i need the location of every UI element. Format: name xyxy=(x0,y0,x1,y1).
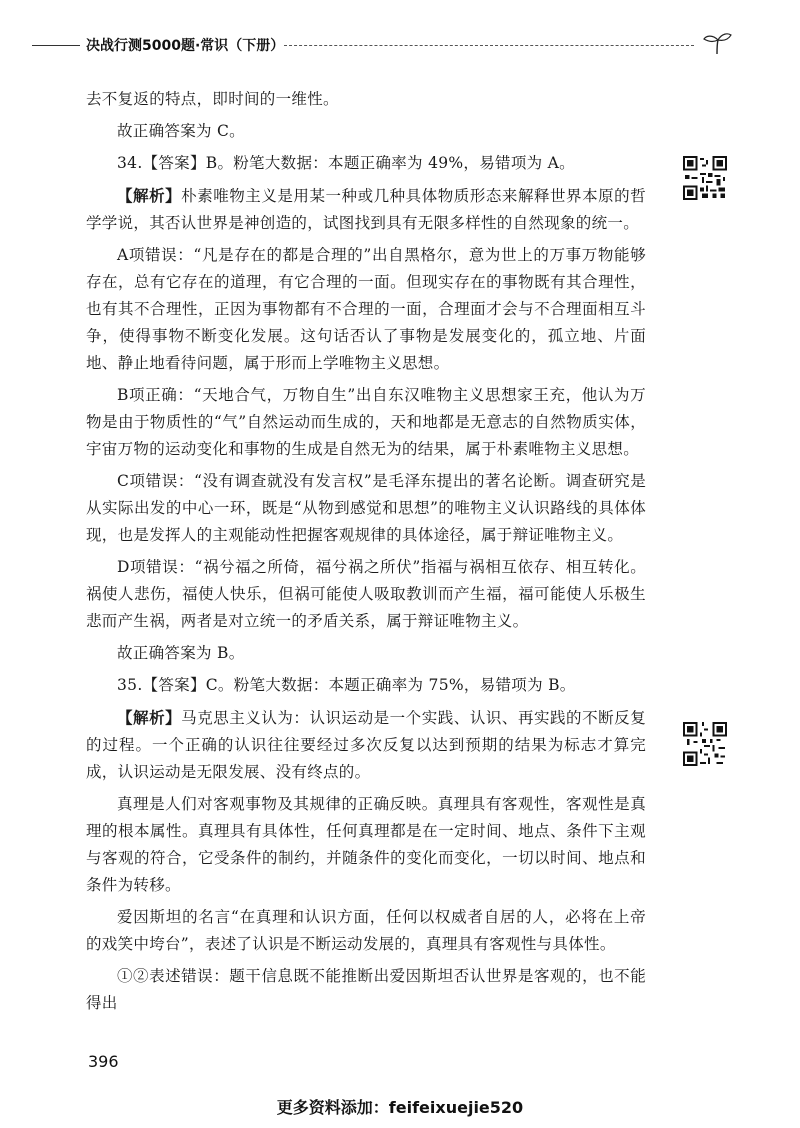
paragraph-text: C项错误：“没有调查就没有发言权”是毛泽东提出的著名论断。调查研究是从实际出发的中心一环，既是“从物到感觉和思想”的唯物主义认识路线的具体体现，也是发挥人的主观能动性把握客观规律的具体途径，属于辩证唯物主义。 xyxy=(86,472,646,544)
paragraph-text: 去不复返的特点，即时间的一维性。 xyxy=(86,90,339,108)
qr-code-icon[interactable] xyxy=(683,722,727,766)
paragraph xyxy=(86,150,646,177)
paragraph-text: 马克思主义认为：认识运动是一个实践、认识、再实践的不断反复的过程。一个正确的认识往往要经过多次反复以达到预期的结果为标志才算完成，认识运动是无限发展、没有终点的。 xyxy=(86,709,647,781)
answer-explanation-body xyxy=(86,86,646,1022)
paragraph xyxy=(86,672,646,699)
header-title: 决战行测5000题·常识（下册） xyxy=(86,38,285,54)
paragraph-text: 真理是人们对客观事物及其规律的正确反映。真理具有客观性，客观性是真理的根本属性。真理具有具体性，任何真理都是在一定时间、地点、条件下主观与客观的符合，它受条件的制约，并随条件的变化而变化，一切以时间、地点和条件为转移。 xyxy=(86,795,646,894)
paragraph xyxy=(86,382,646,463)
paragraph-text: 爱因斯坦的名言“在真理和认识方面，任何以权威者自居的人，必将在上帝的戏笑中垮台”，表述了认识是不断运动发展的，真理具有客观性与具体性。 xyxy=(86,908,646,953)
analysis-tag: 【解析】 xyxy=(117,186,182,205)
paragraph-text: 故正确答案为 C。 xyxy=(117,122,245,140)
paragraph xyxy=(86,704,646,786)
paragraph xyxy=(86,242,646,377)
paragraph-text: B项正确：“天地合气，万物自生”出自东汉唯物主义思想家王充，他认为万物是由于物质性的“气”自然运动而生成的，天和地都是无意志的自然物质实体，宇宙万物的运动变化和事物的生成是自然无为的结果，属于朴素唯物主义思想。 xyxy=(86,386,646,458)
paragraph xyxy=(86,554,646,635)
qr-code-icon[interactable] xyxy=(683,156,727,200)
paragraph-text: 34.【答案】B。粉笔大数据：本题正确率为 49%，易错项为 A。 xyxy=(117,154,575,172)
paragraph-text: 朴素唯物主义是用某一种或几种具体物质形态来解释世界本原的哲学学说，其否认世界是神创造的，试图找到具有无限多样性的自然现象的统一。 xyxy=(86,187,647,232)
paragraph xyxy=(86,468,646,549)
paragraph-text: A项错误：“凡是存在的都是合理的”出自黑格尔，意为世上的万事万物能够存在，总有它存在的道理，有它合理的一面。但现实存在的事物既有其合理性，也有其不合理性，正因为事物都有不合理的一面，合理面才会与不合理面相互斗争，使得事物不断变化发展。这句话否认了事物是发展变化的，孤立地、片面地、静止地看待问题，属于形而上学唯物主义思想。 xyxy=(86,246,646,372)
running-header xyxy=(0,30,800,60)
paragraph-text: 35.【答案】C。粉笔大数据：本题正确率为 75%，易错项为 B。 xyxy=(117,676,576,694)
paragraph xyxy=(86,640,646,667)
paragraph xyxy=(86,182,646,237)
paragraph-text: D项错误：“祸兮福之所倚，福兮祸之所伏”指福与祸相互依存、相互转化。祸使人悲伤，福使人快乐，但祸可能使人吸取教训而产生福，福可能使人乐极生悲而产生祸，两者是对立统一的矛盾关系，属于辩证唯物主义。 xyxy=(86,558,646,630)
sprout-icon xyxy=(700,30,734,56)
paragraph xyxy=(86,791,646,899)
paragraph xyxy=(86,963,646,1017)
header-rule-left xyxy=(32,45,80,46)
paragraph-text: 故正确答案为 B。 xyxy=(117,644,245,662)
paragraph xyxy=(86,118,646,145)
page-number: 396 xyxy=(88,1052,119,1071)
header-rule-right xyxy=(284,45,694,46)
paragraph xyxy=(86,904,646,958)
paragraph-text: ①②表述错误：题干信息既不能推断出爱因斯坦否认世界是客观的，也不能得出 xyxy=(86,967,646,1012)
analysis-tag: 【解析】 xyxy=(117,708,182,727)
footer-contact: 更多资料添加：feifeixuejie520 xyxy=(276,1098,524,1117)
paragraph xyxy=(86,86,646,113)
